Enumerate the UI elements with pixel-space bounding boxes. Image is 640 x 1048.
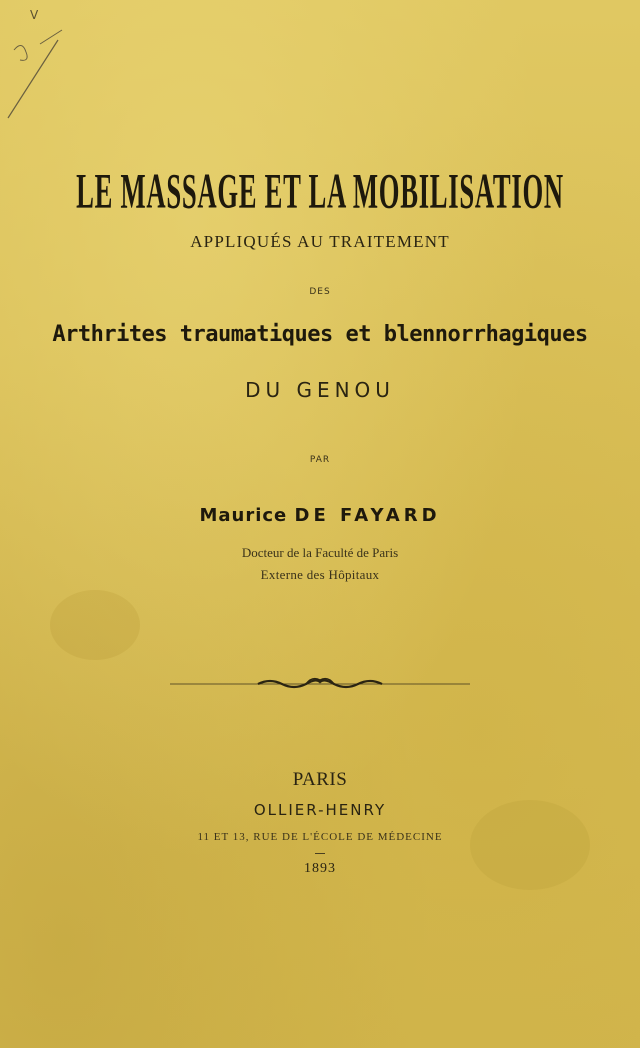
- imprint-year: 1893: [304, 861, 336, 876]
- imprint-address: 11 ET 13, RUE DE L'ÉCOLE DE MÉDECINE: [197, 831, 443, 843]
- author-given-name: Maurice: [199, 505, 288, 526]
- imprint-divider: [315, 853, 325, 854]
- ornamental-rule: [170, 676, 470, 690]
- pencil-mark: [0, 0, 120, 120]
- corner-mark: V: [30, 8, 39, 22]
- connector-des: DES: [309, 287, 331, 297]
- title-block: [0, 163, 640, 223]
- subtitle: APPLIQUÉS AU TRAITEMENT: [190, 232, 450, 251]
- paper-stain: [50, 590, 140, 660]
- author-title-1: Docteur de la Faculté de Paris: [241, 545, 399, 560]
- imprint-publisher: OLLIER-HENRY: [253, 801, 387, 819]
- author-name: [0, 505, 640, 526]
- imprint-city: PARIS: [292, 769, 348, 790]
- author-title-2: Externe des Hôpitaux: [260, 567, 380, 582]
- connector-par: PAR: [309, 455, 331, 465]
- subject-line: Arthrites traumatiques et blennorrhagiques: [52, 322, 588, 347]
- author-surname: DE FAYARD: [294, 505, 441, 526]
- subject-location: DU GENOU: [245, 378, 395, 402]
- main-title: LE MASSAGE ET LA MOBILISATION: [76, 164, 564, 220]
